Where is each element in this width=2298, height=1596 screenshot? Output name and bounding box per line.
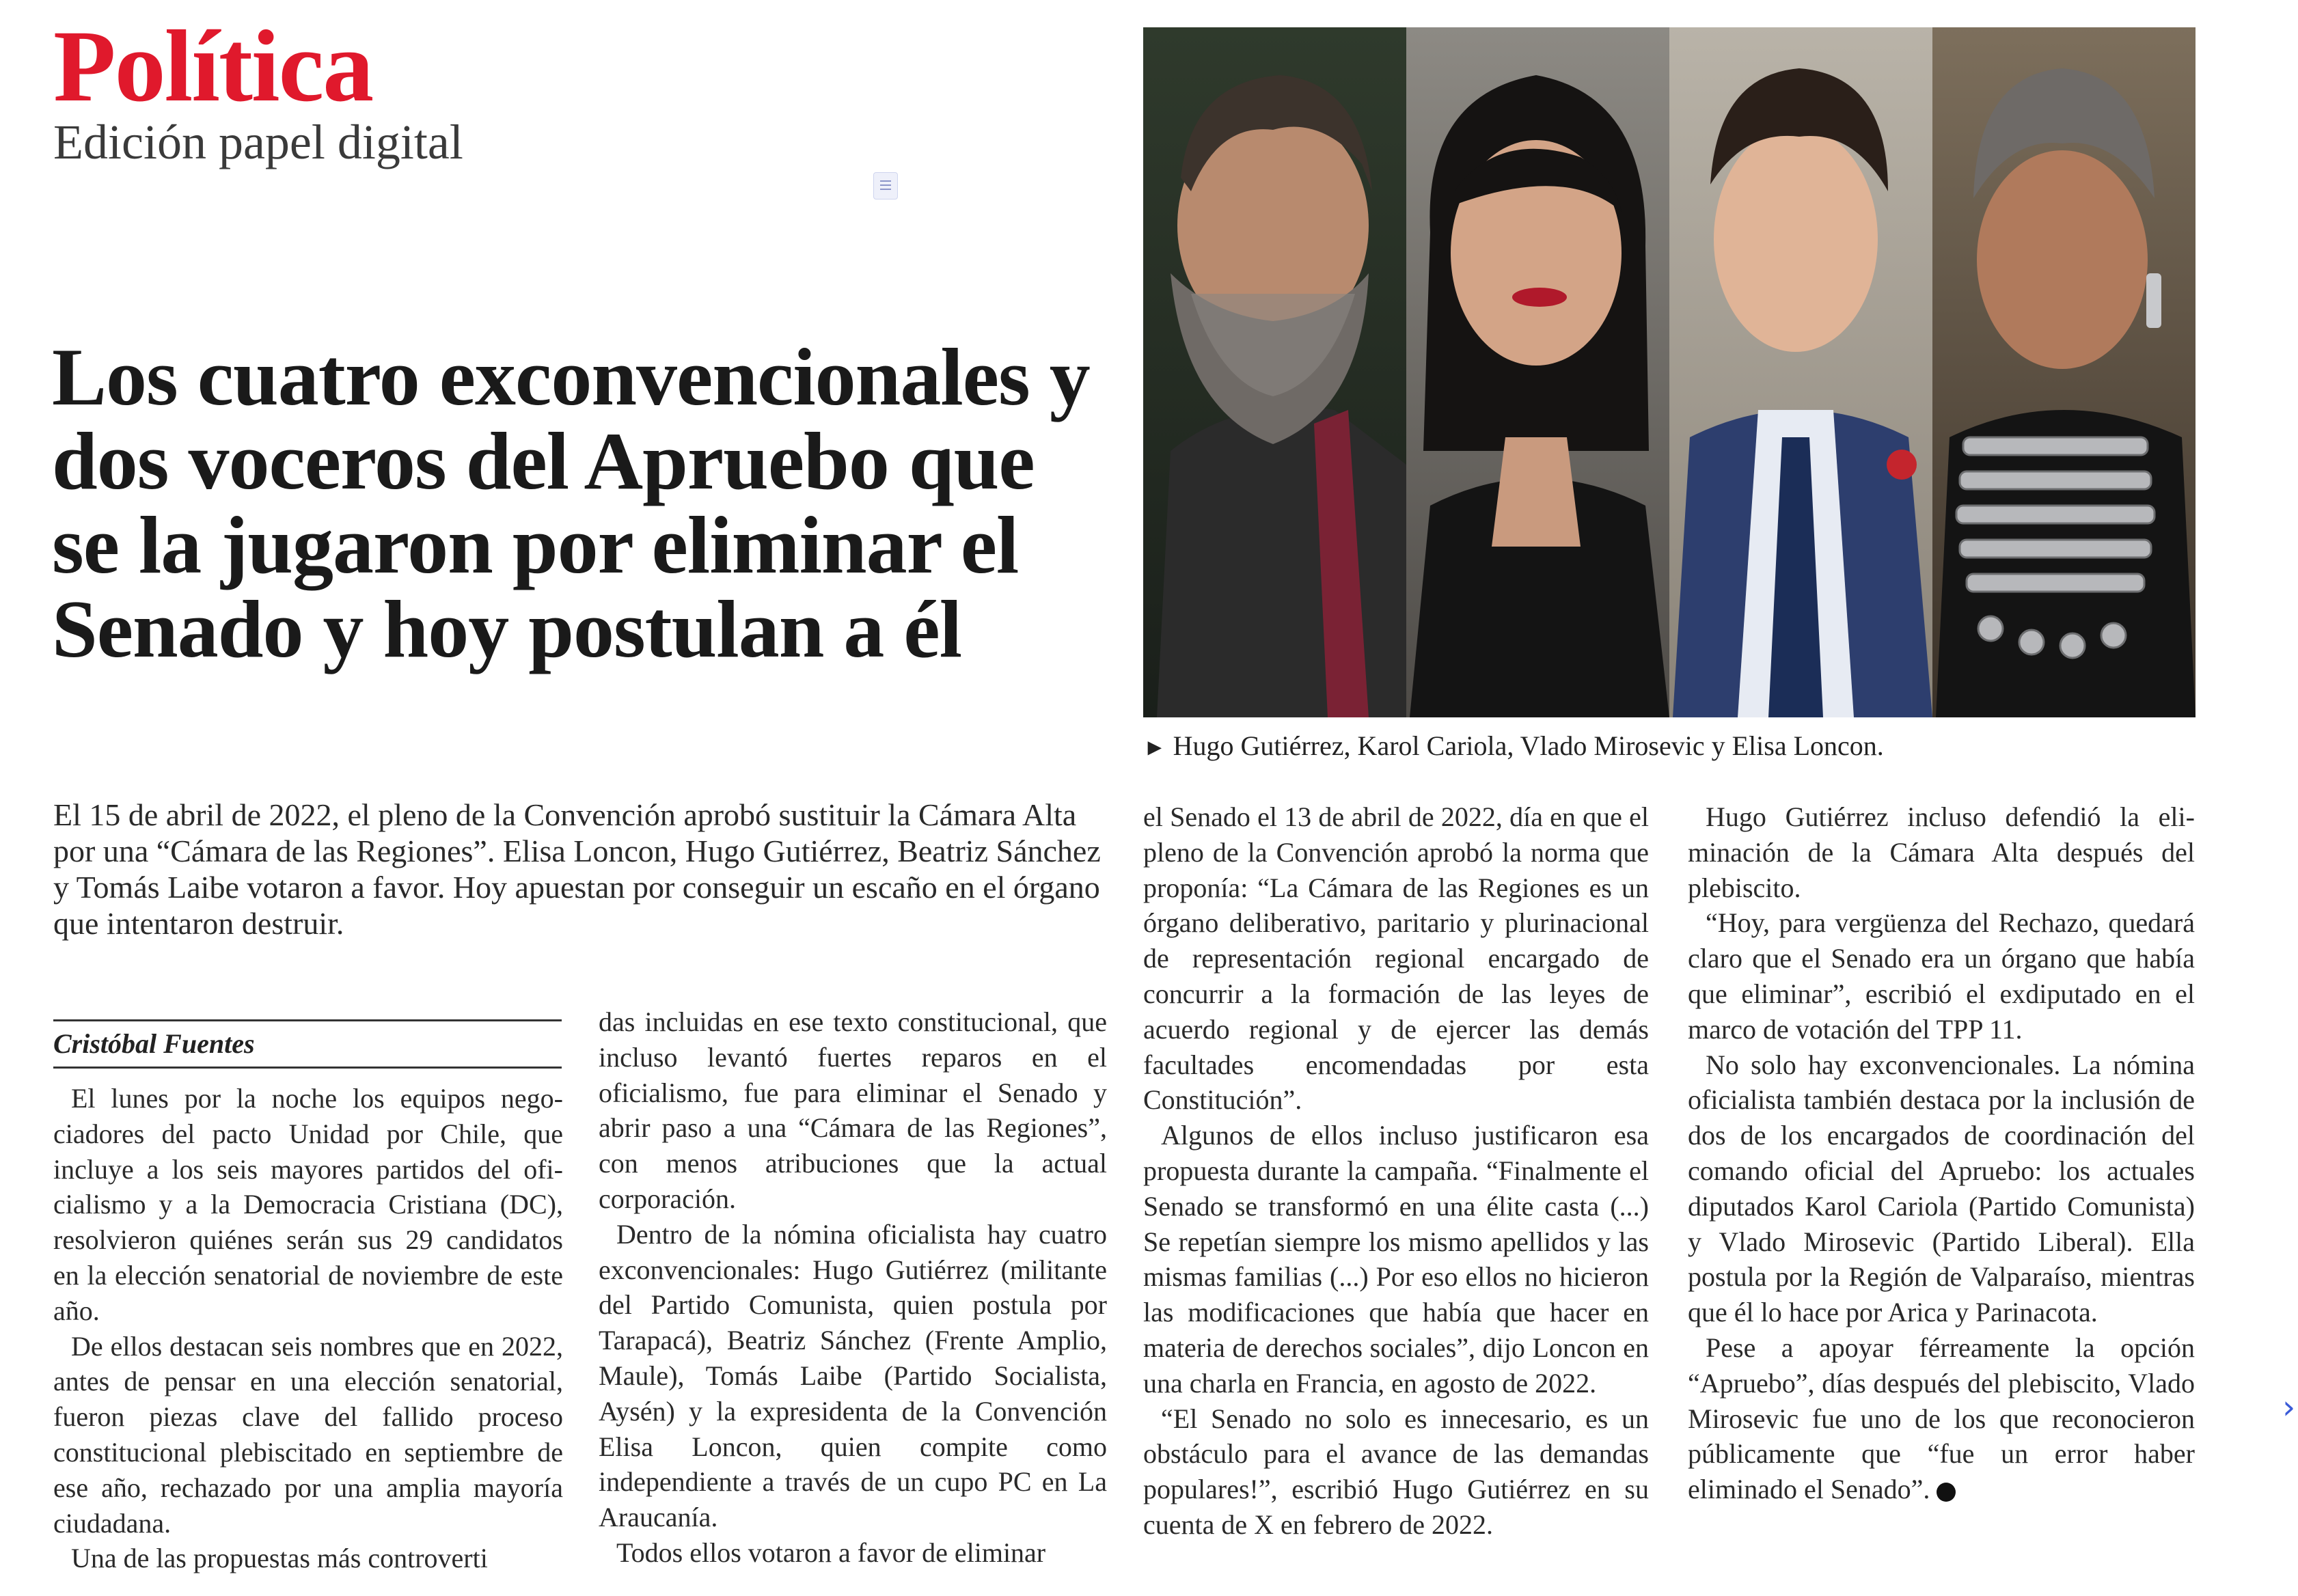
caption-arrow-icon: ► bbox=[1143, 735, 1166, 760]
end-of-article-icon bbox=[1937, 1483, 1956, 1502]
body-paragraph: “Hoy, para vergüenza del Rechazo, quedará claro que el Senado era un órgano que había que eliminar”, escribió el exdiputado en el marco de votación del TPP 11. bbox=[1688, 907, 2195, 1045]
chevron-right-icon[interactable]: › bbox=[2282, 1388, 2296, 1427]
body-paragraph: Dentro de la nómina oficialista hay cuatro exconvencionales: Hugo Gutiérrez (militante del Partido Comunista, quien postula por Tarapacá), Beatriz Sánchez (Frente Amplio, Maule), Tomás Laibe (Partido Socialista, Aysén) y la expresidenta de la Convención Elisa Loncon, quien compite como independiente a través de un cupo PC en La Araucanía. bbox=[599, 1218, 1107, 1533]
byline-box bbox=[53, 1019, 562, 1069]
section-title: Política bbox=[53, 10, 373, 123]
note-icon[interactable] bbox=[873, 172, 898, 200]
photo-caption bbox=[1143, 728, 2223, 766]
body-paragraph: El lunes por la noche los equipos negociadores del pacto Unidad por Chile, que incluye a los seis mayores partidos del oficialismo y a la Democracia Cristiana (DC), resolvieron quiénes serán sus 29 candidatos en la elección senatorial de noviembre de este año. bbox=[53, 1083, 563, 1326]
body-paragraph: De ellos destacan seis nombres que en 2022, antes de pensar en una elección senatorial, fueron piezas clave del fallido proceso constitucional plebiscitado en septiembre de ese año, rechazado por una amplia mayoría ciudadana. bbox=[53, 1330, 563, 1539]
body-paragraph: Todos ellos votaron a favor de eliminar bbox=[616, 1537, 1046, 1568]
body-paragraph: “El Senado no solo es innecesario, es un obstáculo para el avance de las demandas populares!”, escribió Hugo Gutiérrez en su cuenta de X en febrero de 2022. bbox=[1143, 1403, 1649, 1540]
body-paragraph: das incluidas en ese texto constitucional, que incluso levantó fuertes reparos en el oficialismo, fue para eliminar el Senado y abrir paso a una “Cámara de las Regiones”, con menos atribuciones que la actual corporación. bbox=[599, 1006, 1107, 1214]
portrait-elisa-loncon bbox=[1932, 27, 2196, 717]
body-column-3 bbox=[1143, 799, 1649, 1543]
article-photo bbox=[1143, 27, 2196, 717]
body-paragraph: No solo hay exconvencionales. La nómina oficialista también destaca por la inclusión de dos de los encargados de coordinación del comando oficial del Apruebo: los actuales diputados Karol Cariola (Partido Comunista) y Vlado Mirosevic (Partido Liberal). Ella postula por la Región de Valparaíso, mientras que él lo hace por Arica y Parinacota. bbox=[1688, 1049, 2195, 1328]
portrait-vlado-mirosevic bbox=[1669, 27, 1932, 717]
portrait-karol-cariola bbox=[1406, 27, 1669, 717]
body-paragraph: Hugo Gutiérrez incluso defendió la eliminación de la Cámara Alta después del plebiscito. bbox=[1688, 801, 2195, 903]
portrait-hugo-gutierrez bbox=[1143, 27, 1406, 717]
lead-paragraph: El 15 de abril de 2022, el pleno de la Convención aprobó sustituir la Cámara Alta por una “Cámara de las Regiones”. Elisa Loncon, Hugo Gutiérrez, Beatriz Sánchez y Tomás Laibe votaron a favor. Hoy apuestan por conseguir un escaño en el órgano que intentaron destruir. bbox=[53, 797, 1101, 941]
headline: Los cuatro exconvencionales y dos voceros del Apruebo que se la jugaron por eliminar el Senado y hoy postulan a él bbox=[52, 331, 1090, 674]
body-paragraph: Algunos de ellos incluso justificaron esa propuesta durante la campaña. “Finalmente el Senado se transformó en una élite casta (...) Se repetían siempre los mismo apellidos y las mismas familias (...) Por eso ellos no hicieron las modificaciones que había que hacer en materia de derechos sociales”, dijo Loncon en una charla en Francia, en agosto de 2022. bbox=[1143, 1120, 1649, 1399]
body-paragraph: el Senado el 13 de abril de 2022, día en que el pleno de la Convención aprobó la norma que proponía: “La Cámara de las Regiones es un órgano deliberativo, paritario y plurinacional de representación regional encargado de concurrir a la formación de las leyes de acuerdo regional y de ejercer las demás facultades encomendadas por esta Constitución”. bbox=[1143, 801, 1649, 1116]
byline: Cristóbal Fuentes bbox=[53, 1028, 255, 1059]
body-paragraph bbox=[1688, 1330, 2195, 1507]
body-paragraph: Una de las propuestas más controverti bbox=[71, 1543, 488, 1574]
section-subtitle: Edición papel digital bbox=[53, 115, 463, 169]
body-column-1 bbox=[53, 1081, 563, 1576]
caption-text: Hugo Gutiérrez, Karol Cariola, Vlado Mirosevic y Elisa Loncon. bbox=[1173, 730, 1884, 761]
body-paragraph-text: Pese a apoyar férreamente la opción “Apruebo”, días después del plebiscito, Vlado Mirosevic fue uno de los que reconocieron públicamente que “fue un error haber eliminado el Senado”. bbox=[1688, 1332, 2195, 1505]
body-column-2 bbox=[599, 1004, 1107, 1571]
body-column-4 bbox=[1688, 799, 2195, 1507]
